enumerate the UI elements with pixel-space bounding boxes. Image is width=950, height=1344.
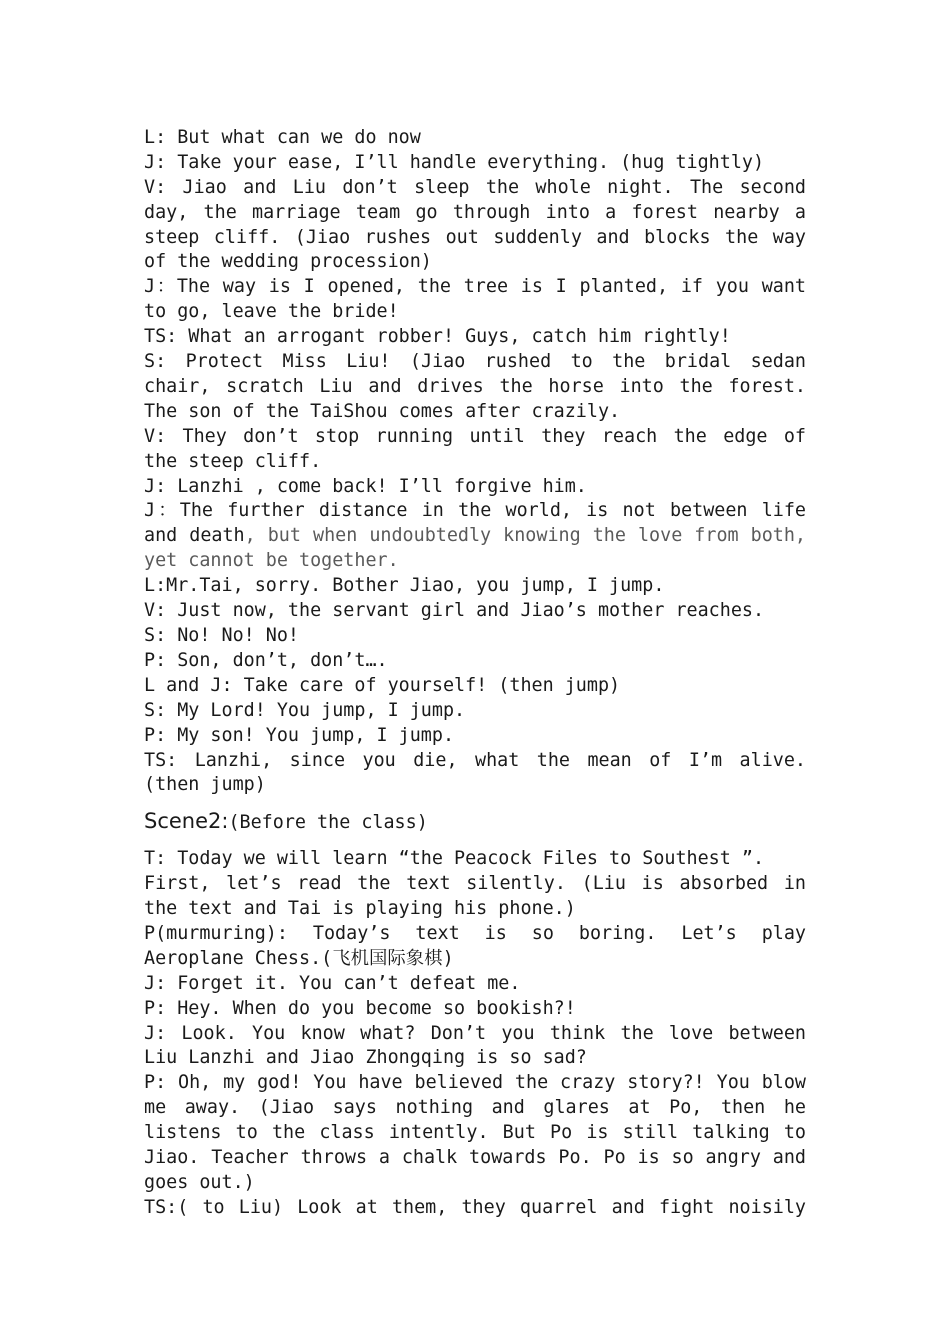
- dialogue-line: listens to the class intently. But Po is still talking to: [144, 1122, 806, 1144]
- dialogue-line: goes out.): [144, 1171, 255, 1193]
- dialogue-line: V: They don’t stop running until they reach the edge of: [144, 425, 806, 447]
- grey-passage-second-line: yet cannot be together.: [144, 550, 399, 572]
- dialogue-line: chair, scratch Liu and drives the horse into the forest.: [144, 375, 806, 397]
- scene2-dialogue: [144, 847, 806, 1220]
- dialogue-line: TS:( to Liu) Look at them, they quarrel and fight noisily: [144, 1196, 806, 1218]
- dialogue-line: P: Son, don’t, don’t….: [144, 649, 388, 671]
- dialogue-line: P: My son! You jump, I jump.: [144, 724, 455, 746]
- dialogue-line: TS: What an arrogant robber! Guys, catch him rightly!: [144, 326, 731, 348]
- dialogue-line: of the wedding procession): [144, 251, 432, 273]
- dialogue-line: the steep cliff.: [144, 450, 322, 472]
- dialogue-line: J：The further distance in the world, is not between life: [144, 500, 806, 522]
- document-page: [144, 126, 806, 1221]
- dialogue-line: L:Mr.Tai, sorry. Bother Jiao, you jump, I jump.: [144, 575, 665, 597]
- dialogue-line: steep cliff. (Jiao rushes out suddenly and blocks the way: [144, 226, 806, 248]
- scene2-subtitle: (Before the class): [228, 812, 428, 834]
- grey-passage: [144, 524, 806, 574]
- dialogue-line: T: Today we will learn “the Peacock Files to Southest ”.: [144, 848, 765, 870]
- dialogue-line: the text and Tai is playing his phone.): [144, 898, 576, 920]
- dialogue-line: J: Forget it. You can’t defeat me.: [144, 972, 521, 994]
- dialogue-line: L and J: Take care of yourself! (then jump): [144, 674, 621, 696]
- scene2-heading: [144, 809, 806, 836]
- dialogue-line: J: Look. You know what? Don’t you think the love between: [144, 1022, 806, 1044]
- dialogue-line: J: Lanzhi , come back! I’ll forgive him.: [144, 475, 587, 497]
- dialogue-line: J: Take your ease, I’ll handle everything. (hug tightly): [144, 151, 765, 173]
- dialogue-line: First, let’s read the text silently. (Liu is absorbed in: [144, 873, 806, 895]
- dialogue-line: Liu Lanzhi and Jiao Zhongqing is so sad?: [144, 1047, 587, 1069]
- dialogue-line: The son of the TaiShou comes after crazily.: [144, 400, 621, 422]
- dialogue-line: [144, 524, 806, 549]
- grey-passage-first-part: and death: [144, 525, 245, 547]
- scene1-dialogue-continued: [144, 574, 806, 798]
- dialogue-line: TS: Lanzhi, since you die, what the mean of I’m alive.: [144, 749, 806, 771]
- dialogue-line: P: Oh, my god! You have believed the crazy story?! You blow: [144, 1072, 806, 1094]
- dialogue-line: S: My Lord! You jump, I jump.: [144, 699, 466, 721]
- dialogue-line: P(murmuring): Today’s text is so boring. Let’s play: [144, 922, 806, 944]
- dialogue-line: S: No! No! No!: [144, 624, 300, 646]
- dialogue-line: P: Hey. When do you become so bookish?!: [144, 997, 576, 1019]
- dialogue-line: to go, leave the bride!: [144, 301, 399, 323]
- dialogue-line: day, the marriage team go through into a forest nearby a: [144, 201, 806, 223]
- dialogue-line: V: Just now, the servant girl and Jiao’s mother reaches.: [144, 600, 765, 622]
- dialogue-line: S: Protect Miss Liu! (Jiao rushed to the bridal sedan: [144, 351, 806, 373]
- dialogue-line: V: Jiao and Liu don’t sleep the whole night. The second: [144, 176, 806, 198]
- grey-passage-rest: , but when undoubtedly knowing the love from both,: [244, 525, 806, 547]
- dialogue-line: (then jump): [144, 774, 266, 796]
- dialogue-line: me away. (Jiao says nothing and glares at Po, then he: [144, 1097, 806, 1119]
- scene1-dialogue: [144, 126, 806, 524]
- dialogue-line: J：The way is I opened, the tree is I planted, if you want: [144, 276, 806, 298]
- dialogue-line: Jiao. Teacher throws a chalk towards Po. Po is so angry and: [144, 1147, 806, 1168]
- dialogue-line: L: But what can we do now: [144, 127, 421, 148]
- dialogue-line: Aeroplane Chess.(飞机国际象棋): [144, 947, 454, 969]
- scene2-title: Scene2:: [144, 809, 229, 834]
